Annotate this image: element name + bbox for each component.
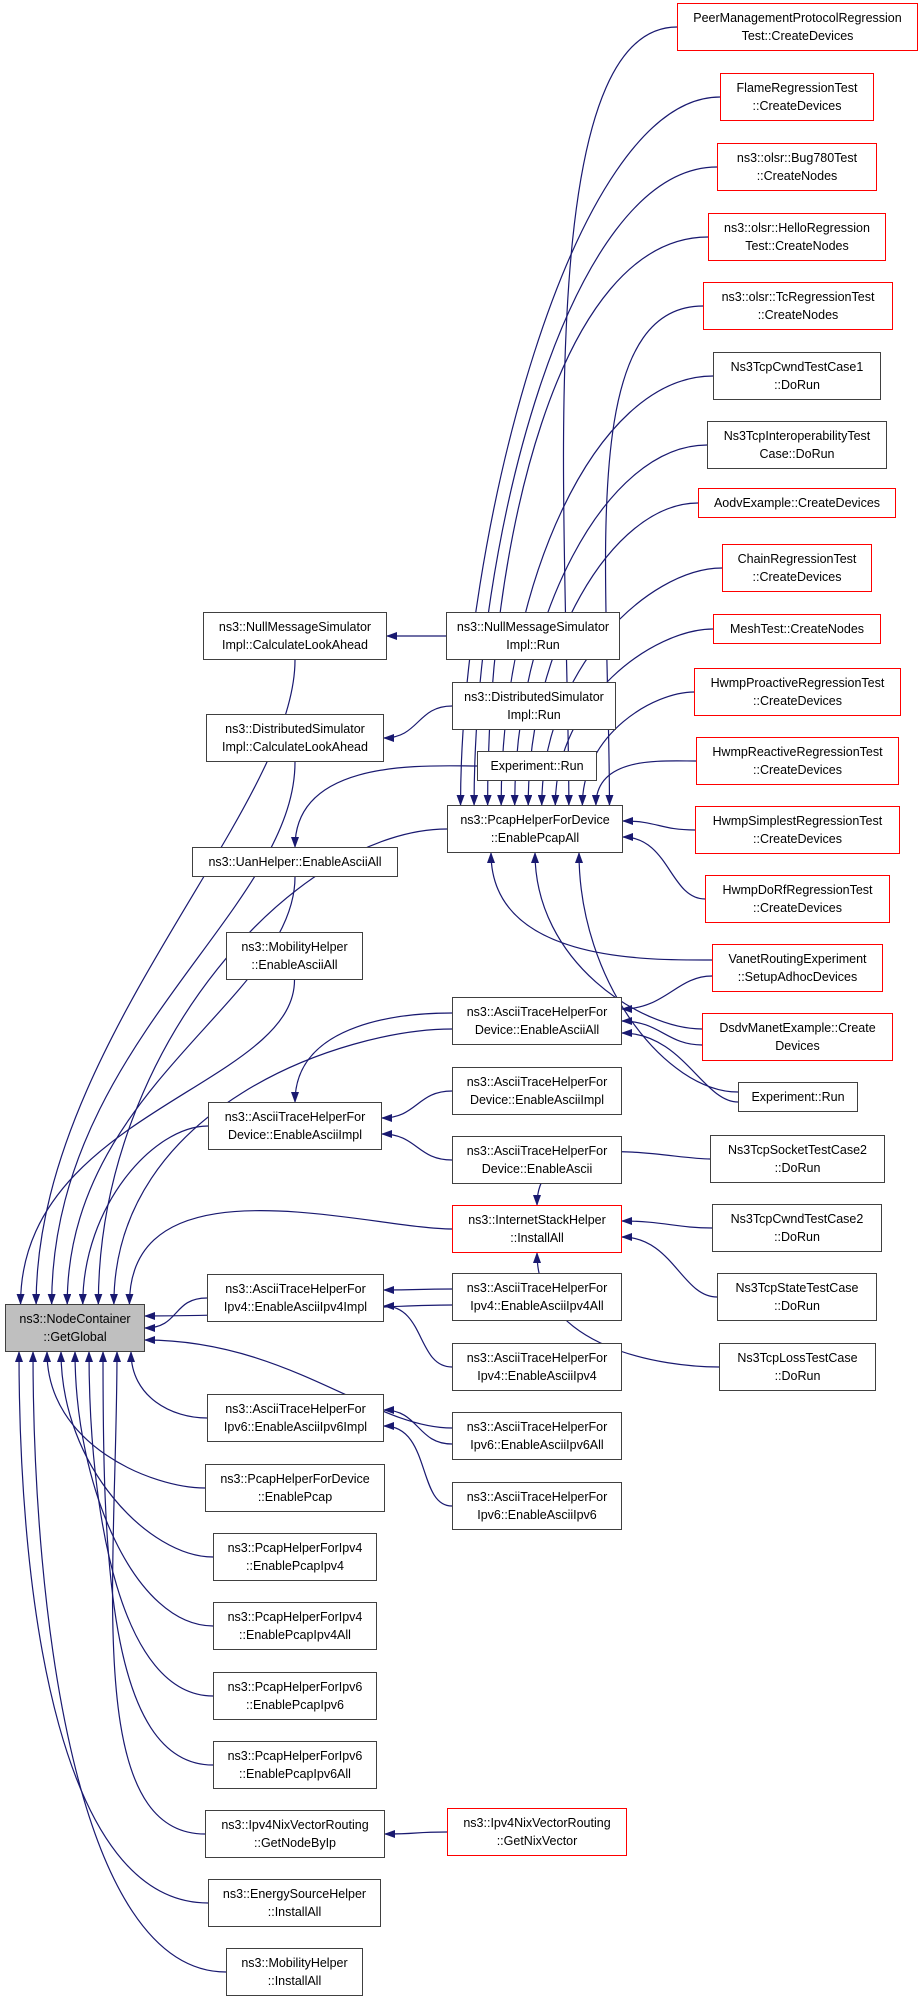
graph-node-label: HwmpReactiveRegressionTest	[712, 744, 883, 759]
graph-node-peer-mgmt-create-devices[interactable]	[677, 3, 918, 51]
graph-node-label: ns3::UanHelper::EnableAsciiAll	[208, 854, 382, 869]
graph-node-label: ::EnablePcapIpv4	[246, 1559, 344, 1573]
graph-node-label: ns3::AsciiTraceHelperFor	[466, 1419, 608, 1434]
graph-node-aodv-create-devices[interactable]	[698, 488, 896, 518]
graph-node-mobility-install-all[interactable]	[226, 1948, 363, 1996]
graph-node-energy-install-all[interactable]	[208, 1879, 381, 1927]
graph-node-hwmp-reactive-create-devices[interactable]	[696, 737, 899, 785]
graph-node-label: ::CreateDevices	[753, 763, 842, 777]
graph-node-dist-calc-lookahead[interactable]	[206, 714, 384, 762]
graph-node-null-msg-calc-lookahead[interactable]	[203, 612, 387, 660]
graph-node-label: ::CreateNodes	[757, 308, 839, 322]
graph-node-label: ns3::PcapHelperForDevice	[220, 1471, 370, 1486]
call-edge-vanet-setup-adhoc-devices-to-dev-enable-pcap-all	[491, 853, 712, 960]
graph-node-label: ::GetNodeByIp	[254, 1836, 336, 1850]
graph-node-label: FlameRegressionTest	[736, 80, 858, 95]
graph-node-label: ::GetGlobal	[43, 1330, 107, 1344]
graph-node-flame-create-devices[interactable]	[720, 73, 874, 121]
graph-node-ipv6-enable-ascii-all[interactable]	[452, 1412, 622, 1460]
graph-node-label: Impl::Run	[506, 638, 560, 652]
graph-node-null-msg-run[interactable]	[446, 612, 620, 660]
graph-node-label: Test::CreateDevices	[741, 29, 854, 43]
graph-node-label: ns3::AsciiTraceHelperFor	[466, 1074, 608, 1089]
graph-node-dev-enable-pcap-all[interactable]	[447, 805, 623, 853]
call-edge-tcp-cwnd2-dorun-to-internet-stack-install-all	[622, 1221, 712, 1228]
graph-node-label: ns3::AsciiTraceHelperFor	[224, 1109, 366, 1124]
graph-node-label: ::EnablePcapIpv4All	[239, 1628, 351, 1642]
graph-node-label: ns3::Ipv4NixVectorRouting	[221, 1817, 369, 1832]
graph-node-label: ns3::AsciiTraceHelperFor	[466, 1350, 608, 1365]
graph-node-label: ::DoRun	[774, 1299, 820, 1313]
graph-node-label: AodvExample::CreateDevices	[713, 495, 881, 510]
call-edge-dev-enable-ascii-all-to-get-global	[114, 1029, 452, 1304]
graph-node-label: ::DoRun	[774, 1230, 820, 1244]
call-edge-ipv4-enable-pcap-all-to-get-global	[75, 1352, 213, 1626]
graph-node-label: Devices	[775, 1039, 820, 1053]
graph-node-label: ns3::AsciiTraceHelperFor	[466, 1004, 608, 1019]
graph-node-label: ::EnableAsciiAll	[251, 958, 338, 972]
call-edge-vanet-setup-adhoc-devices-to-dev-enable-ascii-all	[622, 976, 712, 1009]
graph-node-label: Ipv4::EnableAsciiIpv4All	[470, 1299, 604, 1313]
call-edge-ipv6-enable-ascii-impl-to-get-global	[131, 1352, 207, 1418]
graph-node-ipv6-enable-pcap-all[interactable]	[213, 1741, 377, 1789]
graph-node-dev-enable-pcap[interactable]	[205, 1464, 385, 1512]
call-edge-ipv4-enable-ascii-all-to-ipv4-enable-ascii-impl	[384, 1289, 452, 1290]
graph-node-label: ns3::NullMessageSimulator	[218, 619, 372, 634]
graph-node-label: ::DoRun	[774, 378, 820, 392]
graph-node-label: Impl::CalculateLookAhead	[222, 740, 368, 754]
call-edge-dist-run-to-dist-calc-lookahead	[384, 706, 452, 738]
graph-node-label: ::CreateDevices	[753, 901, 842, 915]
graph-node-tcp-loss-dorun[interactable]	[719, 1343, 876, 1391]
call-edge-hwmp-reactive-create-devices-to-dev-enable-pcap-all	[596, 761, 696, 805]
graph-node-label: PeerManagementProtocolRegression	[693, 10, 902, 25]
graph-node-uan-enable-ascii-all[interactable]	[192, 847, 398, 877]
graph-node-label: ::DoRun	[774, 1369, 821, 1383]
graph-node-label: ::SetupAdhocDevices	[737, 970, 858, 984]
graph-node-label: ::EnablePcapIpv6	[246, 1698, 344, 1712]
graph-node-label: Impl::Run	[507, 708, 561, 722]
graph-node-label: Ns3TcpLossTestCase	[737, 1350, 858, 1365]
graph-node-label: Ns3TcpSocketTestCase2	[728, 1142, 867, 1157]
call-edge-dev-enable-ascii-impl-b-to-dev-enable-ascii-impl	[382, 1091, 452, 1118]
graph-node-ipv4-enable-pcap-all[interactable]	[213, 1602, 377, 1650]
graph-node-label: ::InstallAll	[510, 1231, 564, 1245]
graph-node-label: Device::EnableAsciiAll	[474, 1023, 600, 1037]
graph-node-label: ns3::PcapHelperForIpv6	[227, 1748, 363, 1763]
graph-node-label: Ns3TcpCwndTestCase1	[730, 359, 864, 374]
graph-node-label: ns3::NullMessageSimulator	[456, 619, 610, 634]
call-edge-hwmp-dorf-create-devices-to-dev-enable-pcap-all	[623, 837, 705, 899]
graph-node-label: ::CreateNodes	[756, 169, 838, 183]
graph-node-label: ns3::PcapHelperForDevice	[460, 812, 610, 827]
graph-node-label: Experiment::Run	[751, 1089, 845, 1104]
graph-node-label: ::CreateDevices	[753, 694, 842, 708]
graph-node-label: ::EnablePcapIpv6All	[239, 1767, 351, 1781]
graph-node-experiment-run-2[interactable]	[738, 1082, 858, 1112]
graph-node-label: ns3::DistributedSimulator	[225, 721, 365, 736]
graph-node-label: ::GetNixVector	[496, 1834, 578, 1848]
graph-node-label: ::EnablePcap	[257, 1490, 333, 1504]
call-edge-dev-enable-pcap-all-to-get-global	[98, 829, 447, 1304]
graph-node-label: ns3::NodeContainer	[19, 1311, 131, 1326]
graph-node-tc-regression-create-nodes[interactable]	[703, 282, 893, 330]
call-edge-ipv6-enable-ascii-to-ipv6-enable-ascii-impl	[384, 1426, 452, 1506]
graph-node-ipv6-enable-pcap[interactable]	[213, 1672, 377, 1720]
graph-node-label: MeshTest::CreateNodes	[729, 621, 865, 636]
graph-node-label: Experiment::Run	[490, 758, 584, 773]
graph-node-ipv4-enable-ascii-all[interactable]	[452, 1273, 622, 1321]
graph-node-label: Device::EnableAsciiImpl	[469, 1093, 605, 1107]
graph-node-label: ::InstallAll	[267, 1974, 322, 1988]
graph-node-label: Test::CreateNodes	[745, 239, 849, 253]
graph-node-tcp-state-dorun[interactable]	[717, 1273, 877, 1321]
graph-node-label: ns3::AsciiTraceHelperFor	[466, 1489, 608, 1504]
graph-node-label: ns3::PcapHelperForIpv6	[227, 1679, 363, 1694]
call-edge-tcp-state-dorun-to-internet-stack-install-all	[622, 1237, 717, 1297]
graph-node-label: ns3::AsciiTraceHelperFor	[225, 1281, 366, 1296]
graph-node-label: ns3::PcapHelperForIpv4	[227, 1540, 363, 1555]
graph-node-label: Device::EnableAsciiImpl	[227, 1128, 363, 1142]
graph-node-label: Ns3TcpCwndTestCase2	[730, 1211, 864, 1226]
call-edge-dev-enable-ascii-to-dev-enable-ascii-impl	[382, 1134, 452, 1160]
call-edge-ipv6-enable-pcap-all-to-get-global	[103, 1352, 213, 1765]
graph-node-label: HwmpProactiveRegressionTest	[710, 675, 885, 690]
graph-node-label: Ns3TcpStateTestCase	[735, 1280, 859, 1295]
graph-node-mobility-enable-ascii-all[interactable]	[226, 932, 363, 980]
graph-node-label: ns3::olsr::Bug780Test	[736, 150, 858, 165]
graph-node-nix-get-nix-vector[interactable]	[447, 1808, 627, 1856]
graph-node-label: Ns3TcpInteroperabilityTest	[723, 428, 871, 443]
graph-node-dsdv-create-devices[interactable]	[702, 1013, 893, 1061]
graph-node-label: ::EnablePcapAll	[490, 831, 580, 845]
graph-node-label: Ipv6::EnableAsciiIpv6Impl	[223, 1420, 368, 1434]
graph-node-label: ::InstallAll	[267, 1905, 322, 1919]
graph-node-label: ns3::MobilityHelper	[241, 1955, 348, 1970]
graph-node-tcp-cwnd2-dorun[interactable]	[712, 1204, 882, 1252]
graph-node-label: ns3::olsr::HelloRegression	[724, 220, 870, 235]
graph-node-label: ns3::olsr::TcRegressionTest	[721, 289, 875, 304]
graph-node-tcp-cwnd1-dorun[interactable]	[713, 352, 881, 400]
graph-node-dev-enable-ascii[interactable]	[452, 1136, 622, 1184]
graph-node-label: ChainRegressionTest	[737, 551, 857, 566]
graph-node-label: Device::EnableAscii	[481, 1162, 593, 1176]
graph-node-hello-regression-create-nodes[interactable]	[708, 213, 886, 261]
graph-node-label: ns3::AsciiTraceHelperFor	[466, 1280, 608, 1295]
graph-node-tcp-socket2-dorun[interactable]	[710, 1135, 885, 1183]
graph-node-label: ns3::InternetStackHelper	[468, 1212, 606, 1227]
graph-node-ipv6-enable-ascii[interactable]	[452, 1482, 622, 1530]
graph-node-label: Ipv6::EnableAsciiIpv6All	[470, 1438, 604, 1452]
call-edge-hwmp-simplest-create-devices-to-dev-enable-pcap-all	[623, 821, 695, 830]
graph-node-experiment-run-1[interactable]	[477, 751, 597, 781]
graph-node-label: ::DoRun	[774, 1161, 821, 1175]
graph-node-dist-run[interactable]	[452, 682, 616, 730]
call-edge-tc-regression-create-nodes-to-dev-enable-pcap-all	[605, 306, 703, 805]
graph-node-label: ::CreateDevices	[752, 99, 842, 113]
call-edge-ipv4-enable-pcap-to-get-global	[61, 1352, 213, 1557]
call-edge-ipv4-enable-ascii-impl-to-get-global	[145, 1298, 207, 1328]
graph-node-label: Ipv4::EnableAsciiIpv4Impl	[223, 1300, 368, 1314]
call-edge-ipv4-enable-ascii-to-ipv4-enable-ascii-impl	[384, 1306, 452, 1367]
graph-node-label: ns3::AsciiTraceHelperFor	[466, 1143, 608, 1158]
graph-node-label: ns3::AsciiTraceHelperFor	[225, 1401, 366, 1416]
graph-node-tcp-interop-dorun[interactable]	[707, 421, 887, 469]
graph-node-label: VanetRoutingExperiment	[728, 951, 867, 966]
call-edge-mobility-install-all-to-get-global	[33, 1352, 226, 1972]
graph-node-dev-enable-ascii-all[interactable]	[452, 997, 622, 1045]
graph-node-label: Ipv6::EnableAsciiIpv6	[477, 1508, 597, 1522]
graph-node-label: ns3::Ipv4NixVectorRouting	[463, 1815, 611, 1830]
graph-node-mesh-create-nodes[interactable]	[713, 614, 881, 644]
graph-node-hwmp-dorf-create-devices[interactable]	[705, 875, 890, 923]
graph-node-ipv6-enable-ascii-impl[interactable]	[207, 1394, 384, 1442]
call-edge-nix-get-nix-vector-to-nix-get-node-by-ip	[385, 1832, 447, 1834]
graph-node-label: ns3::DistributedSimulator	[464, 689, 604, 704]
graph-node-label: Ipv4::EnableAsciiIpv4	[477, 1369, 597, 1383]
graph-node-hwmp-simplest-create-devices[interactable]	[695, 806, 900, 854]
graph-node-nix-get-node-by-ip[interactable]	[205, 1810, 385, 1858]
graph-node-dev-enable-ascii-impl[interactable]	[208, 1102, 382, 1150]
call-edge-dev-enable-ascii-impl-to-get-global	[83, 1126, 208, 1304]
graph-node-hwmp-proactive-create-devices[interactable]	[694, 668, 901, 716]
graph-node-ipv4-enable-ascii-impl[interactable]	[207, 1274, 384, 1322]
graph-node-vanet-setup-adhoc-devices[interactable]	[712, 944, 883, 992]
graph-node-label: DsdvManetExample::Create	[719, 1020, 876, 1035]
graph-node-ipv4-enable-ascii[interactable]	[452, 1343, 622, 1391]
graph-node-label: HwmpDoRfRegressionTest	[722, 882, 873, 897]
call-edge-dev-enable-pcap-to-get-global	[47, 1352, 205, 1488]
graph-node-get-global[interactable]	[5, 1304, 145, 1352]
graph-node-dev-enable-ascii-impl-b[interactable]	[452, 1067, 622, 1115]
graph-node-label: ::CreateDevices	[753, 832, 842, 846]
graph-node-chain-create-devices[interactable]	[722, 544, 872, 592]
graph-node-label: ns3::PcapHelperForIpv4	[227, 1609, 363, 1624]
call-edge-dev-enable-ascii-all-to-dev-enable-ascii-impl	[295, 1013, 452, 1102]
graph-node-bug780-create-nodes[interactable]	[717, 143, 877, 191]
graph-node-internet-stack-install-all[interactable]	[452, 1205, 622, 1253]
graph-node-label: Impl::CalculateLookAhead	[222, 638, 368, 652]
graph-node-label: ns3::EnergySourceHelper	[222, 1886, 367, 1901]
graph-node-label: Case::DoRun	[759, 447, 835, 461]
graph-node-label: ns3::MobilityHelper	[241, 939, 348, 954]
graph-node-label: ::CreateDevices	[752, 570, 842, 584]
graph-node-ipv4-enable-pcap[interactable]	[213, 1533, 377, 1581]
graph-node-label: HwmpSimplestRegressionTest	[712, 813, 883, 828]
